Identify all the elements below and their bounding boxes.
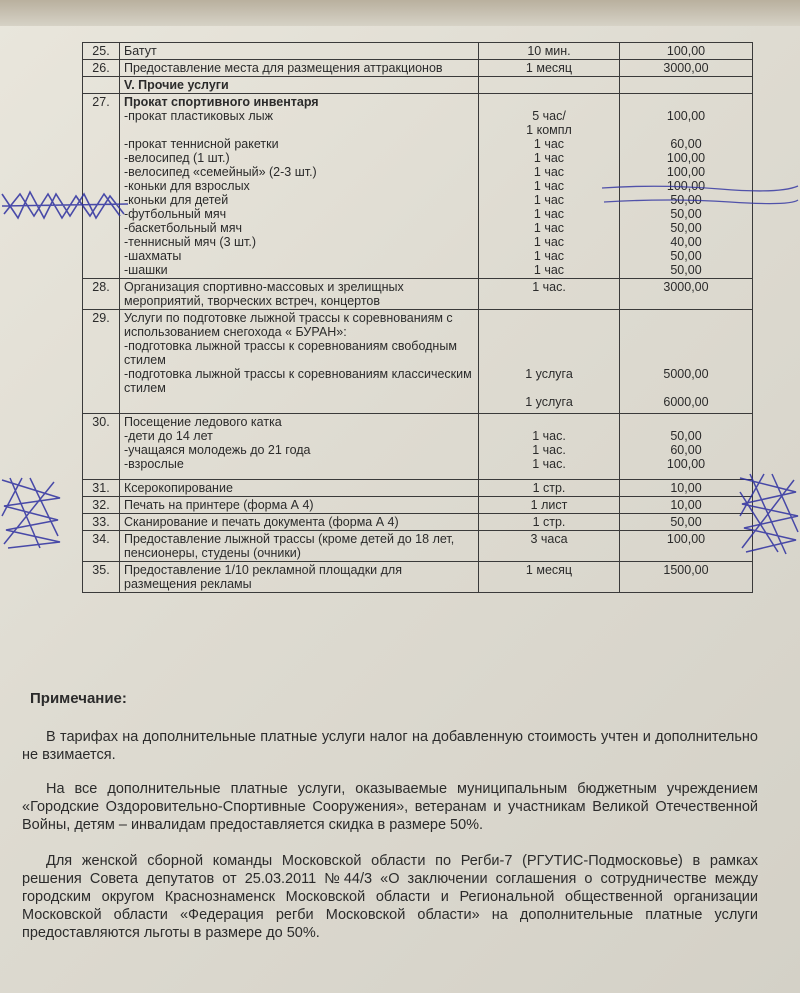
sub-item-unit: 1 час xyxy=(533,151,565,165)
sub-item-name: -теннисный мяч (3 шт.) xyxy=(124,235,257,249)
service-name: Предоставление места для размещения аттракционов xyxy=(120,60,479,77)
sub-item-unit: 1 час xyxy=(533,137,565,151)
row-number: 28. xyxy=(83,279,120,310)
service-name: Услуги по подготовке лыжной трассы к соревнованиям с использованием снегохода « БУРАН»: xyxy=(124,311,453,339)
sub-item-price: 100,00 xyxy=(666,165,706,179)
service-price: 3000,00 xyxy=(620,279,753,310)
table-row xyxy=(83,480,753,497)
sub-item-price: 100,00 xyxy=(666,179,706,193)
table-row xyxy=(83,43,753,60)
sub-item-price: 50,00 xyxy=(670,263,702,277)
pen-line-right-top xyxy=(600,180,800,210)
sub-item-unit: 1 услуга xyxy=(525,367,573,381)
sub-item-price: 100,00 xyxy=(666,151,706,165)
service-price: 100,00 xyxy=(620,43,753,60)
table-row xyxy=(83,562,753,593)
service-price: 1500,00 xyxy=(620,562,753,593)
sub-item-name: -взрослые xyxy=(124,457,184,471)
service-unit: 1 месяц xyxy=(479,60,620,77)
sub-item-price: 50,00 xyxy=(670,249,702,263)
sub-item-unit: 1 час xyxy=(533,193,565,207)
sub-item-name: -учащаяся молодежь до 21 года xyxy=(124,443,311,457)
sub-item-price: 50,00 xyxy=(670,193,702,207)
sub-item-unit: 1 час xyxy=(533,249,565,263)
service-unit: 1 стр. xyxy=(479,480,620,497)
row-number: 33. xyxy=(83,514,120,531)
service-name: Предоставление лыжной трассы (кроме детей до 18 лет, пенсионеры, студены (очники) xyxy=(120,531,479,562)
service-price: 10,00 xyxy=(620,497,753,514)
note-paragraph: Для женской сборной команды Московской области по Регби-7 (РГУТИС-Подмосковье) в рамках решения Совета депутатов от 25.03.2011 №44/3 «О заключении соглашения о сотрудничестве между городским округом Краснознаменск Московской области и Региональной общественной организации Московской области «Федерация регби Московской области» на дополнительные платные услуги предоставляются льготы в размере до 50%. xyxy=(22,853,758,941)
pen-scribble-left-top xyxy=(0,188,130,224)
row-number: 30. xyxy=(83,414,120,480)
sub-item-unit: 1 услуга xyxy=(525,395,573,409)
pen-scribble-left-bottom xyxy=(0,476,64,550)
service-name: Посещение ледового катка xyxy=(124,415,282,429)
sub-item-unit: 5 час/ xyxy=(532,109,566,123)
sub-item-price: 60,00 xyxy=(670,443,702,457)
service-price: 100,00 xyxy=(620,531,753,562)
sub-item-name: -коньки для детей xyxy=(124,193,229,207)
sub-item-price: 40,00 xyxy=(670,235,702,249)
tariff-table xyxy=(82,42,753,593)
sub-item-unit: 1 час xyxy=(533,221,565,235)
service-name: Печать на принтере (форма А 4) xyxy=(120,497,479,514)
service-name: Сканирование и печать документа (форма А 4) xyxy=(120,514,479,531)
sub-item-name: -прокат теннисной ракетки xyxy=(124,137,279,151)
service-price: 10,00 xyxy=(620,480,753,497)
sub-item-unit: 1 час. xyxy=(532,457,566,471)
sub-item-name: -шахматы xyxy=(124,249,182,263)
note-title: Примечание: xyxy=(30,690,127,707)
service-unit: 1 час. xyxy=(479,279,620,310)
sub-item-unit: 1 час xyxy=(533,179,565,193)
table-row xyxy=(83,531,753,562)
service-name: Ксерокопирование xyxy=(120,480,479,497)
sub-item-unit: 1 час. xyxy=(532,443,566,457)
row-number: 26. xyxy=(83,60,120,77)
sub-item-unit: 1 час xyxy=(533,207,565,221)
service-unit: 3 часа xyxy=(479,531,620,562)
table-row xyxy=(83,497,753,514)
sub-item-name: -подготовка лыжной трассы к соревнованиям свободным стилем xyxy=(124,339,457,367)
sub-item-price: 50,00 xyxy=(670,221,702,235)
service-name: Предоставление 1/10 рекламной площадки для размещения рекламы xyxy=(120,562,479,593)
row-number: 35. xyxy=(83,562,120,593)
sub-item-name: -футбольный мяч xyxy=(124,207,227,221)
service-unit: 1 лист xyxy=(479,497,620,514)
table-row xyxy=(83,414,753,480)
sub-item-unit: 1 компл xyxy=(526,123,572,137)
table-row xyxy=(83,310,753,414)
sub-item-name: -подготовка лыжной трассы к соревнованиям классическим стилем xyxy=(124,367,472,395)
table-row xyxy=(83,60,753,77)
service-unit: 1 стр. xyxy=(479,514,620,531)
service-name: Организация спортивно-массовых и зрелищных мероприятий, творческих встреч, концертов xyxy=(120,279,479,310)
service-name: Прокат спортивного инвентаря xyxy=(124,95,319,109)
table-row xyxy=(83,514,753,531)
sub-item-price: 60,00 xyxy=(670,137,702,151)
row-number: 34. xyxy=(83,531,120,562)
sub-item-name: -коньки для взрослых xyxy=(124,179,250,193)
row-number: 31. xyxy=(83,480,120,497)
row-number: 25. xyxy=(83,43,120,60)
sub-item-name: -велосипед «семейный» (2-3 шт.) xyxy=(124,165,317,179)
sub-item-name: -велосипед (1 шт.) xyxy=(124,151,230,165)
sub-item-name: -шашки xyxy=(124,263,168,277)
sub-item-price: 100,00 xyxy=(666,109,706,123)
row-number: 32. xyxy=(83,497,120,514)
table-row xyxy=(83,279,753,310)
page-top-edge xyxy=(0,0,800,26)
sub-item-price: 5000,00 xyxy=(663,367,709,381)
service-unit: 1 месяц xyxy=(479,562,620,593)
sub-item-name: -прокат пластиковых лыж xyxy=(124,109,273,123)
row-number: 29. xyxy=(83,310,120,414)
pen-scribble-right-bottom xyxy=(738,472,800,556)
sub-item-unit: 1 час xyxy=(533,235,565,249)
service-price: 50,00 xyxy=(620,514,753,531)
sub-item-unit: 1 час. xyxy=(532,429,566,443)
service-price: 3000,00 xyxy=(620,60,753,77)
sub-item-name: -дети до 14 лет xyxy=(124,429,213,443)
section-title: V. Прочие услуги xyxy=(120,77,479,94)
sub-item-unit: 1 час xyxy=(533,263,565,277)
row-number: 27. xyxy=(83,94,120,279)
sub-item-price: 100,00 xyxy=(666,457,706,471)
note-paragraph: В тарифах на дополнительные платные услуги налог на добавленную стоимость учтен и дополнительно не взимается. xyxy=(22,729,758,763)
sub-item-name: -баскетбольный мяч xyxy=(124,221,242,235)
service-unit: 10 мин. xyxy=(479,43,620,60)
sub-item-price: 50,00 xyxy=(670,429,702,443)
sub-item-price: 50,00 xyxy=(670,207,702,221)
sub-item-price: 6000,00 xyxy=(663,395,709,409)
sub-item-unit: 1 час xyxy=(533,165,565,179)
service-name: Батут xyxy=(120,43,479,60)
note-paragraph: На все дополнительные платные услуги, оказываемые муниципальным бюджетным учреждением «Городские Оздоровительно-Спортивные Сооружения», ветеранам и участникам Великой Отечественной Войны, детям – инвалидам предоставляется скидка в размере 50%. xyxy=(22,781,758,833)
section-row xyxy=(83,77,753,94)
